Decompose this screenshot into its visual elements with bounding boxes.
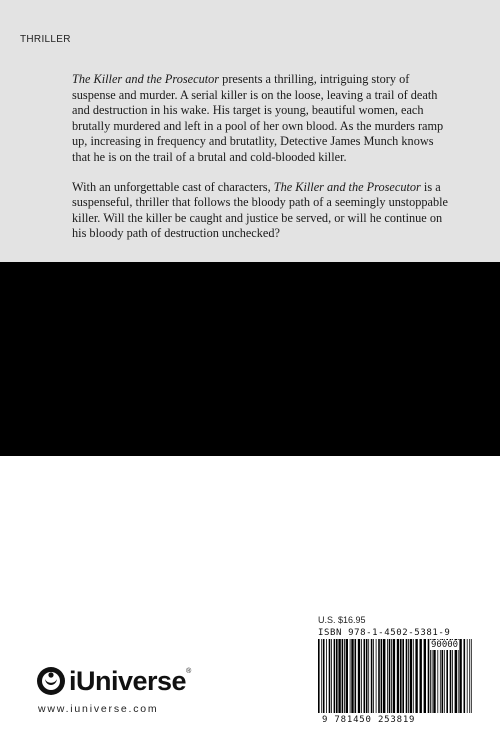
description-paragraph-2 bbox=[72, 180, 452, 242]
publisher-logo bbox=[36, 664, 191, 698]
description-text-2: is a suspenseful, thriller that follows the bloody path of a seemingly unstoppable killer. Will the killer be caught and justice be served, or will he continue on his bloody path of destruction unchecked? bbox=[72, 179, 449, 241]
isbn-label: ISBN 978-1-4502-5381-9 bbox=[318, 628, 451, 638]
description-text-2-lead: With an unforgettable cast of characters, bbox=[72, 179, 274, 194]
price-label: U.S. $16.95 bbox=[318, 615, 366, 625]
black-band bbox=[0, 262, 500, 456]
isbn-barcode bbox=[316, 639, 474, 713]
iuniverse-swirl-logo-icon bbox=[36, 666, 66, 696]
registered-mark: ® bbox=[186, 668, 192, 675]
genre-label: THRILLER bbox=[20, 34, 71, 45]
barcode-addon-number: 90000 bbox=[431, 640, 459, 650]
publisher-website: www.iuniverse.com bbox=[38, 703, 159, 715]
book-title-italic: The Killer and the Prosecutor bbox=[273, 179, 421, 194]
publisher-name: iUniverse bbox=[69, 665, 187, 696]
back-cover-blurb-panel bbox=[0, 0, 500, 262]
description-text-1: presents a thrilling, intriguing story of suspense and murder. A serial killer is on the loose, leaving a trail of death and destruction in his wake. His target is young, beautiful women, each brutally murdered and left in a pool of her own blood. As the murders ramp up, increasing in frequency and brutatlity, Detective James Munch knows that he is on the trail of a brutal and cold-blooded killer. bbox=[72, 72, 444, 164]
description-paragraph-1 bbox=[72, 72, 452, 166]
book-title-italic: The Killer and the Prosecutor bbox=[72, 72, 220, 86]
barcode-number: 9 781450 253819 bbox=[322, 715, 416, 725]
book-description bbox=[72, 72, 452, 256]
